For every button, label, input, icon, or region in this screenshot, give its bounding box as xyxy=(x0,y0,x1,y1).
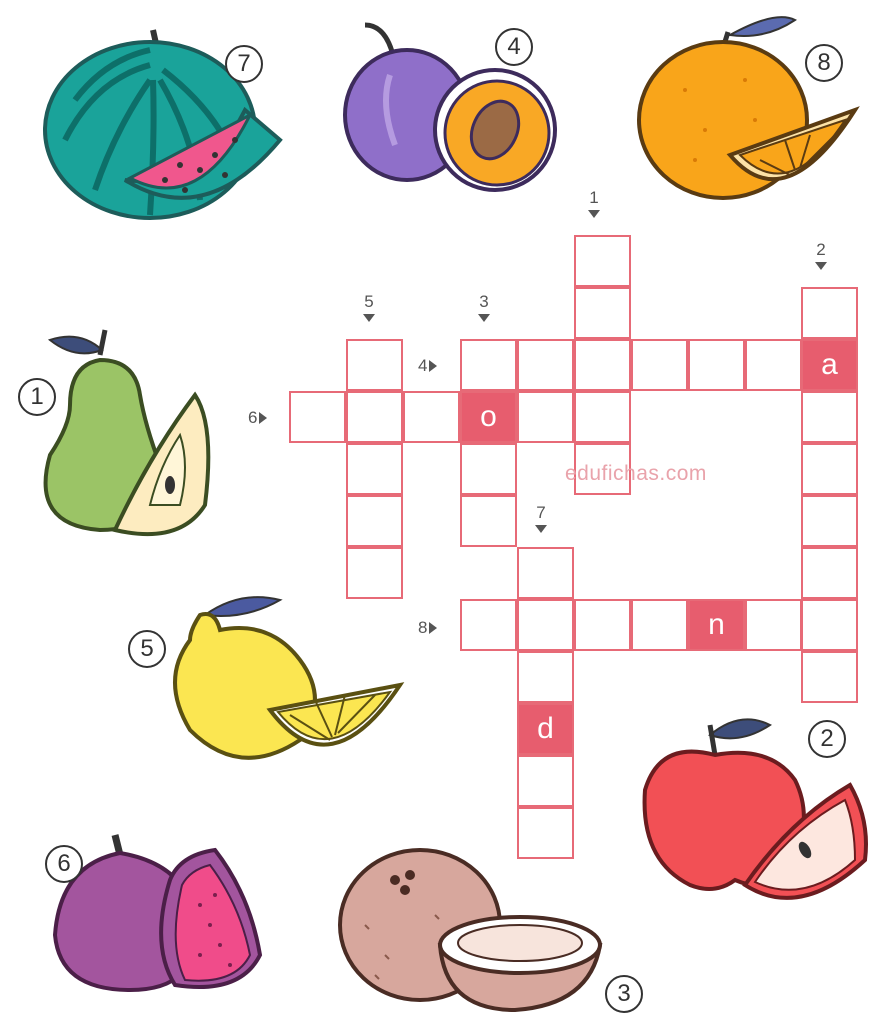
clue-marker-1 xyxy=(588,188,600,218)
clue-marker-5 xyxy=(363,292,375,322)
crossword-cell[interactable] xyxy=(517,339,574,391)
clue-marker-6 xyxy=(248,408,267,428)
crossword-cell-given[interactable]: d xyxy=(517,703,574,755)
clue-marker-3 xyxy=(478,292,490,322)
crossword-cell[interactable] xyxy=(574,235,631,287)
crossword-cell[interactable] xyxy=(517,599,574,651)
crossword-cell[interactable] xyxy=(517,547,574,599)
crossword-cell[interactable] xyxy=(517,807,574,859)
crossword-cell[interactable] xyxy=(631,339,688,391)
crossword-cell[interactable] xyxy=(517,391,574,443)
picture-number-5: 5 xyxy=(128,630,166,668)
crossword-cell[interactable] xyxy=(801,391,858,443)
crossword-cell[interactable] xyxy=(517,651,574,703)
crossword-cell[interactable] xyxy=(346,547,403,599)
clue-number: 5 xyxy=(364,292,374,311)
crossword-cell[interactable] xyxy=(801,599,858,651)
clue-marker-2 xyxy=(815,240,827,270)
clue-number: 2 xyxy=(816,240,826,259)
crossword-cell[interactable] xyxy=(403,391,460,443)
crossword-cell[interactable] xyxy=(745,339,802,391)
picture-number-6: 6 xyxy=(45,845,83,883)
crossword-cell[interactable] xyxy=(801,443,858,495)
crossword-cell[interactable] xyxy=(574,599,631,651)
crossword-cell[interactable] xyxy=(574,391,631,443)
clue-number: 3 xyxy=(479,292,489,311)
crossword-cell-given[interactable]: a xyxy=(801,339,858,391)
watermark: edufichas.com xyxy=(565,462,707,485)
clue-marker-4 xyxy=(418,356,437,376)
crossword-cell[interactable] xyxy=(631,599,688,651)
picture-number-7: 7 xyxy=(225,45,263,83)
fig-icon xyxy=(50,825,270,995)
clue-number: 7 xyxy=(536,503,546,522)
picture-number-4: 4 xyxy=(495,28,533,66)
clue-marker-7 xyxy=(535,503,547,533)
orange-icon xyxy=(635,10,865,200)
crossword-cell[interactable] xyxy=(801,547,858,599)
pear-icon xyxy=(30,325,220,545)
crossword-cell[interactable] xyxy=(346,443,403,495)
crossword-cell[interactable] xyxy=(801,287,858,339)
crossword-cell-given[interactable]: n xyxy=(688,599,745,651)
crossword-cell[interactable] xyxy=(289,391,346,443)
crossword-cell[interactable] xyxy=(688,339,745,391)
crossword-cell[interactable] xyxy=(460,599,517,651)
crossword-cell[interactable] xyxy=(517,755,574,807)
picture-number-2: 2 xyxy=(808,720,846,758)
crossword-cell[interactable] xyxy=(346,495,403,547)
clue-number: 1 xyxy=(589,188,599,207)
lemon-icon xyxy=(160,590,410,770)
crossword-cell[interactable] xyxy=(574,339,631,391)
coconut-icon xyxy=(335,845,615,1015)
clue-number: 6 xyxy=(248,408,258,427)
crossword-cell-given[interactable]: o xyxy=(460,391,517,443)
crossword-cell[interactable] xyxy=(346,339,403,391)
clue-number: 4 xyxy=(418,356,428,375)
crossword-cell[interactable] xyxy=(460,495,517,547)
picture-number-3: 3 xyxy=(605,975,643,1013)
crossword-cell[interactable] xyxy=(801,651,858,703)
crossword-cell[interactable] xyxy=(460,339,517,391)
clue-number: 8 xyxy=(418,618,428,637)
crossword-cell[interactable] xyxy=(460,443,517,495)
clue-marker-8 xyxy=(418,618,437,638)
crossword-cell[interactable] xyxy=(801,495,858,547)
crossword-cell[interactable] xyxy=(346,391,403,443)
picture-number-8: 8 xyxy=(805,44,843,82)
crossword-cell[interactable] xyxy=(745,599,802,651)
crossword-cell[interactable] xyxy=(574,287,631,339)
picture-number-1: 1 xyxy=(18,378,56,416)
